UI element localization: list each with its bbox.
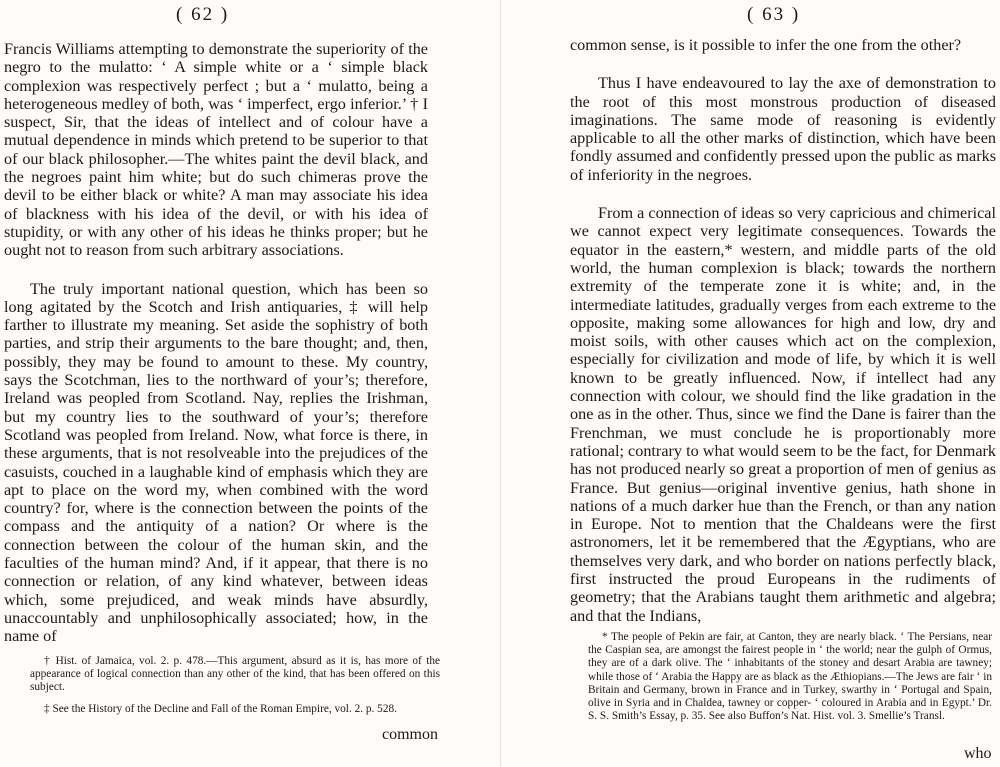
- footnote: [588, 631, 992, 723]
- footnote-text: * The people of Pekin are fair, at Canton, they are nearly black. ‘ The Persians, near the Caspian sea, are amongst the fairest people in ‘ the world; near the gulph of Ormus, they are of a dark olive. The ‘ inhabitants of the stoney and desart Arabia are tawney; while those of ‘ Arabia the Happy are as black as the Æthiopians.—The Jews are fair ‘ in Britain and Germany, brown in France and in Turkey, swarthy in ‘ Portugal and Spain, olive in Syria and in Chaldea, tawney or copper- ‘ coloured in Arabia and in Egypt.’ Dr. S. S. Smith’s Essay, p. 35. See also Buffon’s Nat. Hist. vol. 3. Smellie’s Transl.: [588, 631, 992, 723]
- footnote-text: ‡ See the History of the Decline and Fall of the Roman Empire, vol. 2. p. 528.: [44, 703, 397, 715]
- page-number: ( 62 ): [176, 4, 230, 25]
- paragraph: Thus I have endeavoured to lay the axe of demonstration to the root of this most monstrous production of diseased imaginations. The same mode of reasoning is evidently applicable to all the other marks of distinction, which have been fondly assumed and confidently pressed upon the public as marks of inferiority in the negroes.: [570, 74, 996, 184]
- paragraph: common sense, is it possible to infer the one from the other?: [570, 36, 962, 54]
- page-body: [4, 40, 428, 646]
- catchword: common: [382, 726, 438, 743]
- footnote: [30, 655, 440, 695]
- paragraph: Francis Williams attempting to demonstrate the superiority of the negro to the mulatto: ‘ A simple white or a ‘ simple black complexion was respectively perfect ; but a ‘ mulatto, being a heterogeneous medley of both, was ‘ imperfect, ergo inferior.’ † I suspect, Sir, that the ideas of intellect and of colour have a mutual dependence in minds which pretend to be superior to that of our black philosopher.—The whites paint the devil black, and the negroes paint him white; but do such chimeras prove the devil to be either black or white? A man may associate his idea of blackness with his idea of the devil, or with his idea of stupidity, or with any other of his ideas he thinks proper; but he ought not to reason from such arbitrary associations.: [4, 40, 428, 260]
- catchword: who: [964, 745, 992, 762]
- page-number: ( 63 ): [747, 4, 801, 25]
- footnote-text: † Hist. of Jamaica, vol. 2. p. 478.—This argument, absurd as it is, has more of the appearance of logical connection than any other of the kind, that has been offered on this subject.: [30, 655, 440, 694]
- paragraph: The truly important national question, which has been so long agitated by the Scotch and Irish antiquaries, ‡ will help farther to illustrate my meaning. Set aside the sophistry of both parties, and strip their arguments to the bare thought; and, then, possibly, they may be found to amount to these. My country, says the Scotchman, lies to the northward of your’s; therefore, Ireland was peopled from Scotland. Nay, replies the Irishman, but my country lies to the southward of your’s; therefore Scotland was peopled from Ireland. Now, what force is there, in these arguments, that is not resolveable into the prejudices of the casuists, couched in a laughable kind of emphasis which they are apt to place on the word my, when combined with the word country? for, where is the connection between the points of the compass and the antiquity of a nation? Or where is the connection between the colour of the human skin, and the faculties of the human mind? And, if it appear, that there is no connection or relation, of any kind whatever, between ideas which, some prejudiced, and weak minds have absurdly, unaccountably and unphilosophically associated; how, in the name of: [4, 279, 428, 646]
- paragraph: From a connection of ideas so very capricious and chimerical we cannot expect very legitimate consequences. Towards the equator in the eastern,* western, and middle parts of the old world, the human complexion is black; towards the northern extremity of the temperate zone it is white; and, in the intermediate latitudes, gradually verges from each extreme to the opposite, making some allowances for high and low, dry and moist soils, with other causes which act on the complexion, especially for civilization and mode of life, by which it is well known to be greatly influenced. Now, if intellect had any connection with colour, we should find the like gradation in the one as in the other. Thus, since we find the Dane is fairer than the Frenchman, we must conclude he is proportionably more rational; contrary to what would seem to be the fact, for Denmark has not produced nearly so great a proportion of men of genius as France. But genius—original inventive genius, hath shone in nations of a much darker hue than the French, or than any nation in Europe. Not to mention that the Chaldeans were the first astronomers, let it be remembered that the Ægyptians, who are themselves very dark, and who border on nations perfectly black, first instructed the proud Europeans in the rudiments of geometry; that the Arabians taught them arithmetic and algebra; and that the Indians,: [570, 204, 996, 625]
- page-body: [570, 36, 996, 625]
- right-page: [500, 0, 1000, 767]
- footnote: [30, 703, 440, 716]
